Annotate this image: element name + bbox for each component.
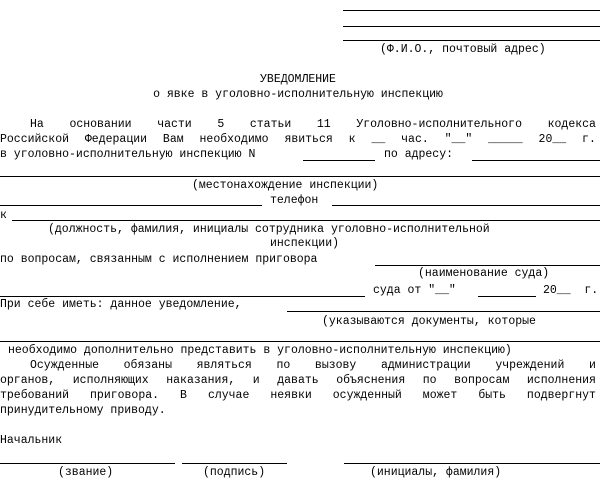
body-word: г. (582, 133, 596, 146)
court-date-label: суда от "__" (373, 284, 456, 297)
duty-line-2 (0, 374, 596, 387)
addressee-line-1 (343, 10, 600, 11)
body-word: Российской (0, 133, 70, 146)
court-name-caption: (наименование суда) (418, 267, 550, 280)
official-caption-2: инспекции) (270, 237, 340, 250)
body-word: явиться (284, 133, 333, 146)
duty-line-1 (30, 359, 596, 372)
body-word: __ (371, 133, 386, 146)
documents-line-2 (0, 341, 600, 342)
body-word: 11 (316, 118, 331, 131)
duty-word: случае (207, 389, 250, 402)
phone-label: телефон (270, 194, 319, 207)
to-label: к (0, 209, 7, 222)
body-word: статьи (249, 118, 292, 131)
inspection-number-label: в уголовно-исполнительную инспекцию N (0, 148, 256, 161)
inspection-number-line (303, 160, 375, 161)
rank-line (0, 463, 175, 464)
verdict-label: по вопросам, связанным с исполнением приговора (0, 253, 318, 266)
name-caption: (инициалы, фамилия) (370, 466, 502, 479)
duty-word: В (180, 389, 187, 402)
duty-word: по (422, 374, 437, 387)
duty-word: может (422, 389, 458, 402)
duty-word: вопросам (454, 374, 510, 387)
inspection-location-line-2 (0, 205, 262, 206)
body-line-1 (30, 118, 596, 131)
duty-word: требований (0, 389, 70, 402)
phone-line (332, 205, 600, 206)
name-line (344, 463, 600, 464)
court-name-line (375, 265, 600, 266)
documents-caption-2: необходимо дополнительно представить в уголовно-исполнительную инспекцию) (8, 344, 512, 357)
addressee-line-2 (343, 26, 600, 27)
addressee-caption: (Ф.И.О., почтовый адрес) (380, 43, 546, 56)
signature-caption: (подпись) (203, 466, 266, 479)
duty-word: объяснения (336, 374, 406, 387)
official-caption-1: (должность, фамилия, инициалы сотрудника уголовно-исполнительной (48, 223, 490, 236)
notice-title: УВЕДОМЛЕНИЕ (260, 73, 336, 86)
body-word: Федерации (84, 133, 148, 146)
body-word: 5 (217, 118, 225, 131)
body-word: "__" (444, 133, 473, 146)
duty-word: учреждений (495, 359, 565, 372)
body-word: части (157, 118, 192, 131)
duty-word: давать (277, 374, 319, 387)
duty-word: исполняющих (72, 374, 149, 387)
body-word: _____ (488, 133, 523, 146)
duty-word: Осужденные (30, 359, 100, 372)
duty-word: и (252, 374, 260, 387)
duty-word: по (276, 359, 291, 372)
duty-word: обязаны (123, 359, 172, 372)
body-word: основании (69, 118, 132, 131)
inspection-location-line (0, 176, 600, 177)
duty-word: исполнения (526, 374, 596, 387)
addressee-line-3 (343, 40, 600, 41)
body-word: Уголовно-исполнительного (356, 118, 522, 131)
duty-word: являться (196, 359, 252, 372)
duty-word: вызову (314, 359, 357, 372)
duty-line-4: принудительному приводу. (0, 404, 166, 417)
court-year-label: 20__ г. (543, 284, 599, 297)
head-label: Начальник (0, 434, 63, 447)
duty-word: осужденный (332, 389, 402, 402)
body-word: 20__ (538, 133, 567, 146)
duty-word: неявки (270, 389, 312, 402)
duty-word: наказания, (166, 374, 236, 387)
bring-label: При себе иметь: данное уведомление, (0, 298, 242, 311)
documents-caption: (указываются документы, которые (322, 315, 536, 328)
rank-caption: (звание) (58, 466, 114, 479)
body-word: Вам (162, 133, 184, 146)
body-line-2 (0, 133, 596, 146)
duty-word: органов, (0, 374, 56, 387)
court-name-line-2 (0, 296, 365, 297)
duty-word: подвергнут (526, 389, 596, 402)
body-word: На (30, 118, 44, 131)
official-line (12, 220, 600, 221)
body-word: кодекса (547, 118, 596, 131)
notice-subtitle: о явке в уголовно-исполнительную инспекцию (153, 88, 443, 101)
duty-word: приговора. (90, 389, 160, 402)
signature-line (182, 463, 287, 464)
body-word: необходимо (199, 133, 269, 146)
address-line (472, 160, 600, 161)
duty-word: администрации (380, 359, 471, 372)
address-label: по адресу: (384, 148, 454, 161)
duty-line-3 (0, 389, 596, 402)
body-word: к (348, 133, 356, 146)
court-month-line (478, 296, 536, 297)
documents-line (287, 311, 600, 312)
body-word: час. (401, 133, 429, 146)
duty-word: быть (478, 389, 506, 402)
duty-word: и (589, 359, 596, 372)
inspection-location-caption: (местонахождение инспекции) (192, 179, 379, 192)
